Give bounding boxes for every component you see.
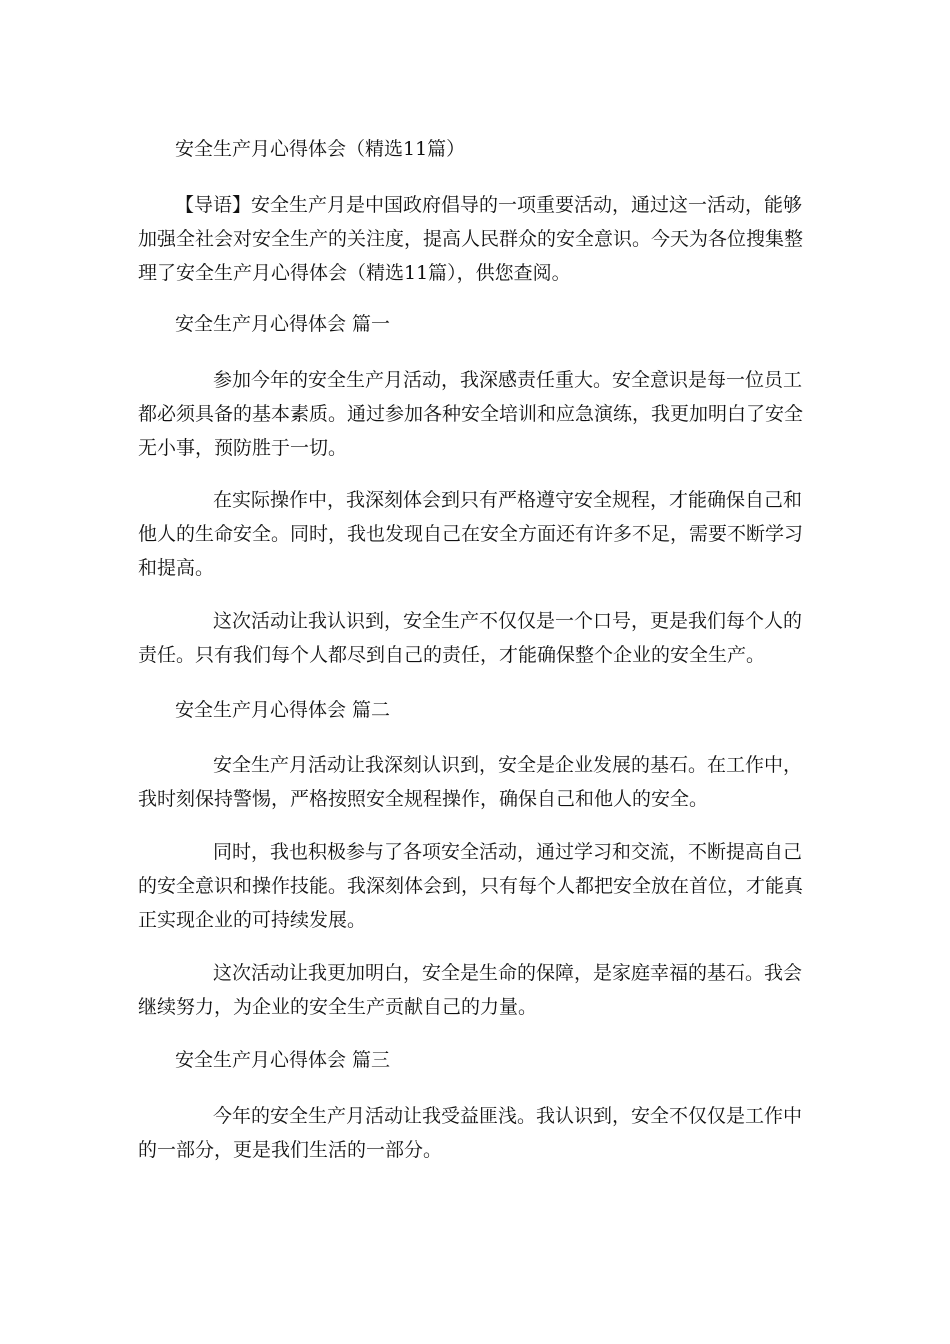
- paragraph-line: 责任。只有我们每个人都尽到自己的责任，才能确保整个企业的安全生产。: [138, 644, 766, 666]
- intro-line: 加强全社会对安全生产的关注度，提高人民群众的安全意识。今天为各位搜集整: [138, 228, 804, 250]
- section-1-paragraph-3: [138, 604, 810, 672]
- paragraph-line: 无小事，预防胜于一切。: [138, 437, 348, 459]
- section-2-paragraph-1: [138, 748, 810, 816]
- intro-paragraph: [138, 188, 805, 290]
- paragraph-line: 正实现企业的可持续发展。: [138, 909, 367, 931]
- intro-line: 理了安全生产月心得体会（精选11篇），供您查阅。: [138, 262, 571, 284]
- paragraph-line: 他人的生命安全。同时，我也发现自己在安全方面还有许多不足，需要不断学习: [138, 523, 804, 545]
- section-2-paragraph-2: [138, 835, 810, 937]
- paragraph-line: 的安全意识和操作技能。我深刻体会到，只有每个人都把安全放在首位，才能真: [138, 875, 804, 897]
- paragraph-line: 今年的安全生产月活动让我受益匪浅。我认识到，安全不仅仅是工作中: [213, 1105, 803, 1127]
- document-title: 安全生产月心得体会（精选11篇）: [175, 138, 466, 160]
- section-3-paragraph-1: [138, 1099, 810, 1167]
- paragraph-line: 的一部分，更是我们生活的一部分。: [138, 1139, 443, 1161]
- section-heading-1: 安全生产月心得体会 篇一: [175, 313, 391, 335]
- section-heading-2: 安全生产月心得体会 篇二: [175, 699, 391, 721]
- paragraph-line: 安全生产月活动让我深刻认识到，安全是企业发展的基石。在工作中，: [213, 754, 803, 776]
- section-2-paragraph-3: [138, 956, 810, 1024]
- section-1-paragraph-1: [138, 363, 810, 465]
- paragraph-line: 同时，我也积极参与了各项安全活动，通过学习和交流，不断提高自己: [213, 841, 803, 863]
- paragraph-line: 这次活动让我认识到，安全生产不仅仅是一个口号，更是我们每个人的: [213, 610, 803, 632]
- paragraph-line: 参加今年的安全生产月活动，我深感责任重大。安全意识是每一位员工: [213, 369, 803, 391]
- paragraph-line: 我时刻保持警惕，严格按照安全规程操作，确保自己和他人的安全。: [138, 788, 709, 810]
- section-heading-3: 安全生产月心得体会 篇三: [175, 1049, 391, 1071]
- paragraph-line: 在实际操作中，我深刻体会到只有严格遵守安全规程，才能确保自己和: [213, 489, 803, 511]
- paragraph-line: 这次活动让我更加明白，安全是生命的保障，是家庭幸福的基石。我会: [213, 962, 803, 984]
- intro-line: 【导语】安全生产月是中国政府倡导的一项重要活动，通过这一活动，能够: [175, 194, 803, 216]
- section-1-paragraph-2: [138, 483, 810, 585]
- paragraph-line: 继续努力，为企业的安全生产贡献自己的力量。: [138, 996, 538, 1018]
- paragraph-line: 和提高。: [138, 557, 215, 579]
- paragraph-line: 都必须具备的基本素质。通过参加各种安全培训和应急演练，我更加明白了安全: [138, 403, 804, 425]
